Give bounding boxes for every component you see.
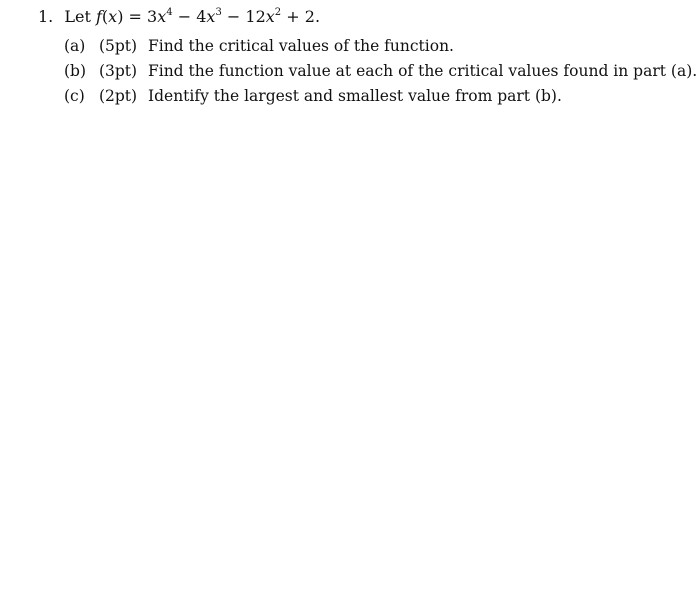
part-points: (3pt)	[98, 62, 138, 80]
part-c	[64, 84, 688, 109]
term-1-var: x	[157, 7, 167, 26]
part-label: (c)	[64, 87, 85, 105]
term-3-exp: 2	[274, 6, 282, 18]
part-text: Find the function value at each of the critical values found in part (a).	[147, 62, 698, 80]
end-punct: .	[314, 7, 321, 26]
term-4-op: +	[286, 7, 300, 26]
part-a	[64, 34, 688, 59]
term-1-coef: 3	[147, 7, 158, 26]
term-2-op: −	[177, 7, 192, 26]
problem-parts	[64, 34, 698, 109]
problem-number: 1.	[38, 7, 54, 26]
part-points: (2pt)	[98, 87, 138, 105]
part-b	[64, 59, 698, 84]
term-3-var: x	[265, 7, 275, 26]
problem-intro: Let	[64, 7, 91, 26]
term-4-coef: 2	[304, 7, 315, 26]
function-name: f	[95, 7, 102, 26]
part-label: (a)	[64, 37, 86, 55]
problem-statement	[38, 6, 688, 28]
part-text: Find the critical values of the function.	[147, 37, 454, 55]
part-label: (b)	[64, 62, 87, 80]
term-3-coef: 12	[245, 7, 266, 26]
part-text: Identify the largest and smallest value from part (b).	[147, 87, 562, 105]
problem-1	[38, 6, 698, 109]
function-variable: x	[108, 7, 118, 26]
term-3-op: −	[226, 7, 241, 26]
term-2-coef: 4	[196, 7, 207, 26]
term-1-exp: 4	[166, 6, 173, 18]
function-definition: $f(x) = 3x^4 - 4x^3 - 12x^2 + 2$.	[95, 6, 321, 26]
term-2-var: x	[206, 7, 216, 26]
part-points: (5pt)	[98, 37, 138, 55]
term-2-exp: 3	[215, 6, 222, 18]
